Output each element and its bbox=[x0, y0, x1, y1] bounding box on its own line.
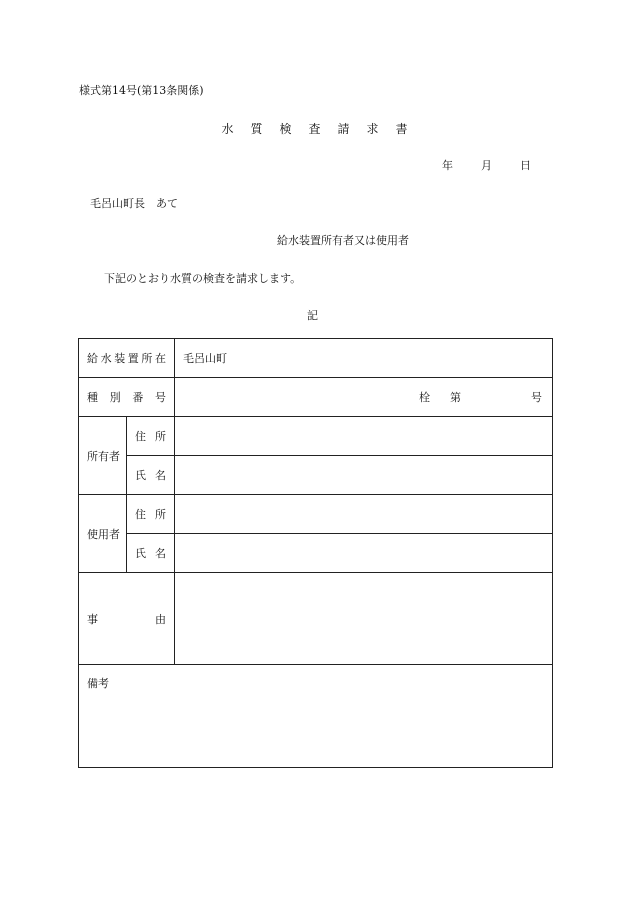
address-label: 住 所 bbox=[135, 508, 166, 521]
remarks-field[interactable] bbox=[79, 665, 553, 768]
title-char: 査 bbox=[308, 122, 322, 136]
day-label: 日 bbox=[520, 159, 531, 172]
owner-address-field[interactable] bbox=[175, 417, 553, 456]
name-label: 氏 名 bbox=[135, 547, 166, 560]
reason-label-cell bbox=[79, 573, 175, 665]
location-value-cell[interactable] bbox=[175, 339, 553, 378]
title-char: 水 bbox=[221, 122, 235, 136]
owner-name-row bbox=[79, 456, 553, 495]
owner-name-field[interactable] bbox=[175, 456, 553, 495]
kind-value-cell[interactable] bbox=[175, 378, 553, 417]
user-name-row bbox=[79, 534, 553, 573]
applicant-label: 給水装置所有者又は使用者 bbox=[277, 234, 409, 247]
kind-row bbox=[79, 378, 553, 417]
ki-heading: 記 bbox=[307, 309, 318, 322]
user-address-field[interactable] bbox=[175, 495, 553, 534]
kind-label: 種 別 番 号 bbox=[87, 391, 166, 404]
reason-field[interactable] bbox=[175, 573, 553, 665]
name-label: 氏 名 bbox=[135, 469, 166, 482]
addressee: 毛呂山町長 あて bbox=[90, 197, 178, 210]
location-label-cell bbox=[79, 339, 175, 378]
user-address-row bbox=[79, 495, 553, 534]
location-label: 給 水 装 置 所 在 bbox=[87, 352, 166, 365]
remarks-row bbox=[79, 665, 553, 768]
owner-name-label-cell bbox=[127, 456, 175, 495]
title-char: 求 bbox=[366, 122, 380, 136]
request-text: 下記のとおり水質の検査を請求します。 bbox=[104, 272, 302, 285]
year-label: 年 bbox=[442, 159, 453, 172]
date-line bbox=[442, 157, 531, 173]
form-number: 様式第14号(第13条関係) bbox=[79, 84, 204, 97]
owner-label: 所有者 bbox=[87, 449, 120, 463]
title-char: 検 bbox=[279, 122, 293, 136]
user-name-label-cell bbox=[127, 534, 175, 573]
remarks-label: 備考 bbox=[87, 677, 109, 690]
title-char: 請 bbox=[337, 122, 351, 136]
location-row bbox=[79, 339, 553, 378]
kind-value: 栓 第 号 bbox=[419, 391, 542, 404]
user-name-field[interactable] bbox=[175, 534, 553, 573]
user-label: 使用者 bbox=[87, 527, 120, 541]
address-label: 住 所 bbox=[135, 430, 166, 443]
request-form-table bbox=[78, 338, 553, 768]
document-title bbox=[0, 120, 630, 137]
user-address-label-cell bbox=[127, 495, 175, 534]
owner-address-row bbox=[79, 417, 553, 456]
title-char: 書 bbox=[395, 122, 409, 136]
owner-label-cell bbox=[79, 417, 127, 495]
location-value: 毛呂山町 bbox=[183, 352, 227, 365]
month-label: 月 bbox=[481, 159, 492, 172]
title-char: 質 bbox=[250, 122, 264, 136]
kind-label-cell bbox=[79, 378, 175, 417]
owner-address-label-cell bbox=[127, 417, 175, 456]
reason-row bbox=[79, 573, 553, 665]
reason-label: 事 由 bbox=[87, 612, 166, 626]
user-label-cell bbox=[79, 495, 127, 573]
